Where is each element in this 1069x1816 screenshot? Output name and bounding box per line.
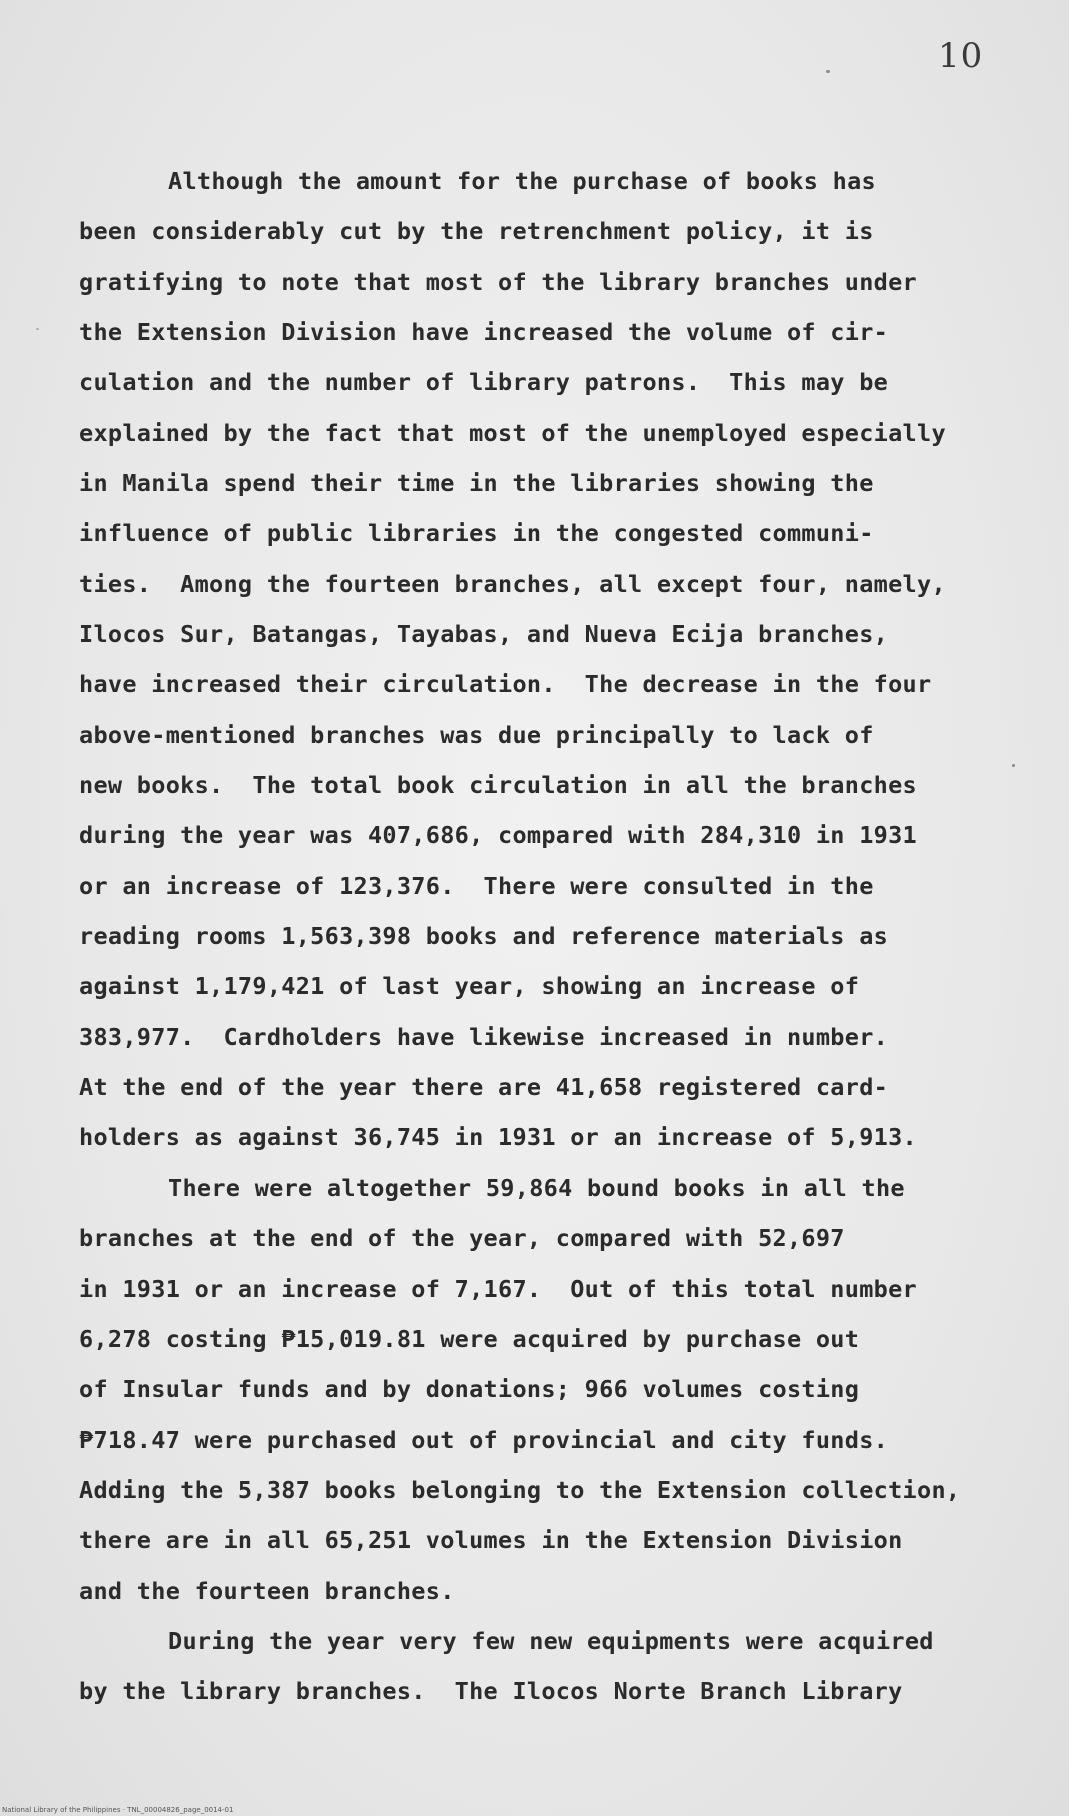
- text-line: There were altogether 59,864 bound books in all the: [168, 1174, 905, 1202]
- scan-speck: [1012, 764, 1015, 767]
- text-line: Although the amount for the purchase of books has: [168, 167, 876, 195]
- scan-speck: [36, 328, 39, 330]
- text-line: in Manila spend their time in the libraries showing the: [79, 469, 874, 497]
- text-line: in 1931 or an increase of 7,167. Out of this total number: [79, 1275, 917, 1303]
- text-line: culation and the number of library patrons. This may be: [79, 368, 889, 396]
- text-line: have increased their circulation. The decrease in the four: [79, 670, 932, 698]
- text-line: reading rooms 1,563,398 books and reference materials as: [79, 922, 889, 950]
- text-line: 383,977. Cardholders have likewise increased in number.: [79, 1023, 889, 1051]
- text-line: new books. The total book circulation in all the branches: [79, 771, 917, 799]
- text-line: Adding the 5,387 books belonging to the Extension collection,: [79, 1476, 961, 1504]
- text-line: above-mentioned branches was due principally to lack of: [79, 721, 874, 749]
- text-line: holders as against 36,745 in 1931 or an increase of 5,913.: [79, 1123, 917, 1151]
- text-line: Ilocos Sur, Batangas, Tayabas, and Nueva Ecija branches,: [79, 620, 889, 648]
- text-line: ties. Among the fourteen branches, all except four, namely,: [79, 570, 946, 598]
- page-number: 10: [938, 36, 984, 76]
- text-line: During the year very few new equipments were acquired: [168, 1627, 934, 1655]
- text-line: branches at the end of the year, compared with 52,697: [79, 1224, 845, 1252]
- text-line: and the fourteen branches.: [79, 1577, 455, 1605]
- text-line: against 1,179,421 of last year, showing an increase of: [79, 972, 860, 1000]
- scan-speck: [826, 70, 830, 73]
- text-line: been considerably cut by the retrenchment policy, it is: [79, 217, 874, 245]
- text-line: there are in all 65,251 volumes in the Extension Division: [79, 1526, 903, 1554]
- archive-footer-stamp: National Library of the Philippines · TNL_00004826_page_0014-01: [2, 1806, 234, 1814]
- text-line: by the library branches. The Ilocos Norte Branch Library: [79, 1677, 903, 1705]
- text-line: ₱718.47 were purchased out of provincial and city funds.: [79, 1426, 889, 1454]
- text-line: the Extension Division have increased the volume of cir-: [79, 318, 889, 346]
- text-line: of Insular funds and by donations; 966 volumes costing: [79, 1375, 860, 1403]
- text-line: gratifying to note that most of the library branches under: [79, 268, 917, 296]
- text-line: explained by the fact that most of the unemployed especially: [79, 419, 946, 447]
- text-line: or an increase of 123,376. There were consulted in the: [79, 872, 874, 900]
- text-line: during the year was 407,686, compared with 284,310 in 1931: [79, 821, 917, 849]
- text-line: 6,278 costing ₱15,019.81 were acquired by purchase out: [79, 1325, 860, 1353]
- text-line: At the end of the year there are 41,658 registered card-: [79, 1073, 889, 1101]
- text-line: influence of public libraries in the congested communi-: [79, 519, 874, 547]
